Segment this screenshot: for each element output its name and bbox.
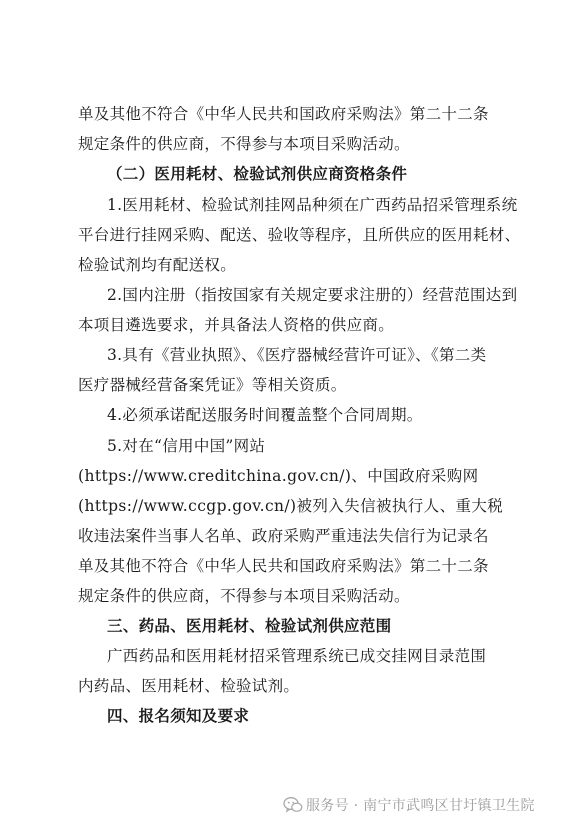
paragraph-line: 广西药品和医用耗材招采管理系统已成交挂网目录范围 [107,647,487,665]
paragraph-line: 内药品、医用耗材、检验试剂。 [78,677,300,695]
paragraph-line: 规定条件的供应商，不得参与本项目采购活动。 [78,135,410,153]
paragraph-line: 2.国内注册（指按国家有关规定要求注册的）经营范围达到 [107,286,518,304]
paragraph-line: (https://www.ccgp.gov.cn/)被列入失信被执行人、重大税 [78,497,504,515]
footer-watermark [0,785,585,825]
paragraph-line: (https://www.creditchina.gov.cn/)、中国政府采购网 [78,467,479,485]
wechat-icon [283,796,303,814]
paragraph-line: 平台进行挂网采购、配送、验收等程序，且所供应的医用耗材、 [78,226,521,244]
footer-text: 服务号 · 南宁市武鸣区甘圩镇卫生院 [306,798,535,814]
section-heading: （二）医用耗材、检验试剂供应商资格条件 [107,165,408,183]
paragraph-line: 5.对在“信用中国”网站 [107,437,266,455]
paragraph-line: 单及其他不符合《中华人民共和国政府采购法》第二十二条 [78,557,489,575]
paragraph-line: 1.医用耗材、检验试剂挂网品种须在广西药品招采管理系统 [107,196,518,214]
section-heading: 四、报名须知及要求 [107,707,250,725]
paragraph-line: 收违法案件当事人名单、政府采购严重违法失信行为记录名 [78,527,489,545]
paragraph-line: 检验试剂均有配送权。 [78,256,237,274]
paragraph-line: 医疗器械经营备案凭证》等相关资质。 [78,376,347,394]
paragraph-line: 4.必须承诺配送服务时间覆盖整个合同周期。 [107,406,423,424]
paragraph-line: 本项目遴选要求，并具备法人资格的供应商。 [78,316,395,334]
paragraph-line: 规定条件的供应商，不得参与本项目采购活动。 [78,587,410,605]
paragraph-line: 3.具有《营业执照》、《医疗器械经营许可证》、《第二类 [107,346,487,364]
paragraph-line: 单及其他不符合《中华人民共和国政府采购法》第二十二条 [78,105,489,123]
section-heading: 三、药品、医用耗材、检验试剂供应范围 [107,617,392,635]
